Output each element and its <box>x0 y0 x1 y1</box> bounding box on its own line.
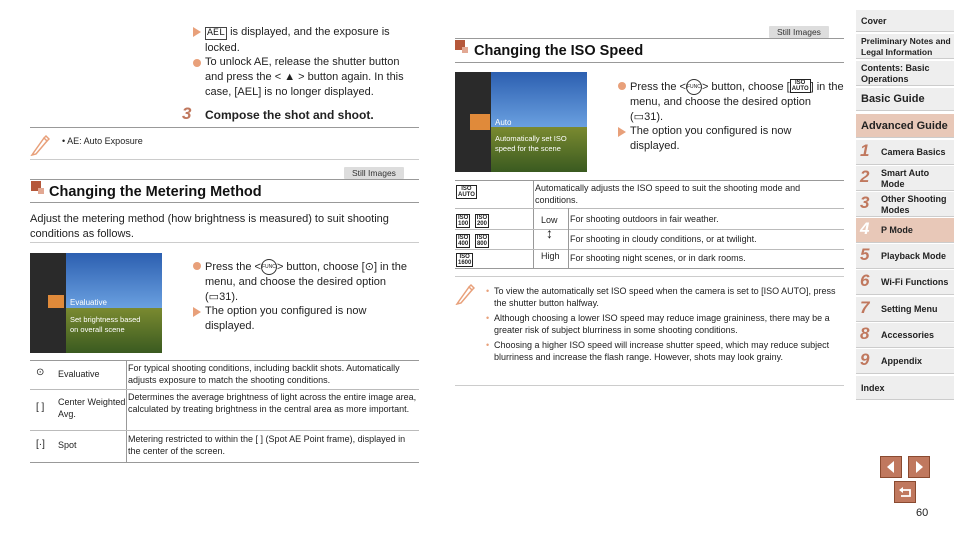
next-page-button[interactable] <box>908 456 930 478</box>
iso-step-text: Press the <FUNC> button, choose [ ISO AUTO ] in the menu, and choose the desired option (▭31). <box>630 80 844 124</box>
arrow-right-icon <box>909 457 929 477</box>
metering-intro: Adjust the metering method (how brightness is measured) to suit shooting conditions as follows. <box>30 213 389 240</box>
chapter-number: 2 <box>860 167 870 186</box>
metering-row-desc: Metering restricted to within the [ ] (Spot AE Point frame), displayed in the center of the screen. <box>128 434 406 456</box>
step3-number: 3 <box>182 104 192 123</box>
pencil-note-icon <box>30 134 50 156</box>
iso-1600-icon: ISO 1600 <box>458 254 472 266</box>
ael-bullet-text: AEL is displayed, and the exposure is locked. <box>205 26 390 54</box>
nav-prelim[interactable]: Preliminary Notes and Legal Information <box>856 34 954 59</box>
metering-row-label: Center Weighted Avg. <box>58 397 126 419</box>
iso-row-desc: For shooting night scenes, or in dark rooms. <box>570 253 746 263</box>
return-button[interactable] <box>894 481 916 503</box>
screen-label: Auto <box>495 118 512 127</box>
nav-index[interactable]: Index <box>856 376 954 400</box>
screen-hint-1: Set brightness based <box>70 315 141 324</box>
func-set-icon: FUNC <box>686 79 702 95</box>
return-icon <box>895 482 915 502</box>
camera-screen-iso <box>455 72 587 172</box>
chapter-label: Setting Menu <box>881 304 938 314</box>
note-item: • Choosing a higher ISO speed will increase shutter speed, which may reduce subject blurriness and increase the flash range. However, shots may look grainy. <box>486 340 830 362</box>
metering-option-text: The option you configured is now displayed. <box>205 305 367 332</box>
chapter-number: 6 <box>860 271 870 290</box>
iso-title: Changing the ISO Speed <box>474 43 644 59</box>
center-weighted-icon: [ ] <box>36 402 45 413</box>
iso-note-list <box>486 285 844 363</box>
note-item: • AE: Auto Exposure <box>62 136 143 146</box>
chapter-number: 5 <box>860 245 870 264</box>
iso-auto-desc: Automatically adjusts the ISO speed to suit the shooting mode and conditions. <box>535 183 801 205</box>
dot-bullet-icon <box>193 59 201 67</box>
chapter-label: Accessories <box>881 330 935 340</box>
spot-icon: [·] <box>36 439 45 450</box>
screen-hint-2: on overall scene <box>70 325 125 334</box>
still-images-tag: Still Images <box>344 167 404 179</box>
high-label: High <box>541 251 560 261</box>
evaluative-icon: ⊙ <box>36 367 45 378</box>
chapter-number: 4 <box>860 219 870 238</box>
pencil-note-icon <box>455 283 475 305</box>
metering-step-text: Press the <FUNC> button, choose [⊙] in the menu, and choose the desired option (▭31). <box>205 260 407 303</box>
up-down-arrow-icon: ↕ <box>546 225 553 241</box>
iso-auto-icon: ISO AUTO <box>458 186 475 198</box>
triangle-bullet-icon <box>193 307 201 317</box>
chapter-number: 3 <box>860 193 870 212</box>
iso-option-text: The option you configured is now displayed. <box>630 125 792 152</box>
arrow-left-icon <box>881 457 901 477</box>
nav-advanced-guide[interactable]: Advanced Guide <box>856 114 954 138</box>
metering-title: Changing the Metering Method <box>49 184 262 200</box>
prev-page-button[interactable] <box>880 456 902 478</box>
note-item: • To view the automatically set ISO speed when the camera is set to [ISO AUTO], press the shutter button halfway. <box>486 286 836 308</box>
iso-row-desc: For shooting outdoors in fair weather. <box>570 214 719 224</box>
metering-row-desc: Determines the average brightness of light across the entire image area, calculated by treating brightness in the central area as more important. <box>128 392 417 414</box>
chapter-label: Smart Auto Mode <box>881 168 930 189</box>
nav-cover[interactable]: Cover <box>856 10 954 32</box>
menu-selection <box>470 114 490 130</box>
metering-row-desc: For typical shooting conditions, including backlit shots. Automatically adjusts exposure to match the shooting conditions. <box>128 363 400 385</box>
nav-contents[interactable]: Contents: Basic Operations <box>856 61 954 86</box>
metering-row-label: Evaluative <box>58 369 100 379</box>
nav-basic-guide[interactable]: Basic Guide <box>856 88 954 111</box>
iso-100-200-icon: ISO 100 ISO 200 <box>458 215 488 227</box>
triangle-bullet-icon <box>193 27 201 37</box>
chapter-label: Playback Mode <box>881 251 947 261</box>
chapter-label: Appendix <box>881 356 923 366</box>
menu-selection <box>48 295 64 308</box>
chapter-label: Wi-Fi Functions <box>881 277 949 287</box>
still-images-tag: Still Images <box>769 26 829 38</box>
note-item: • Although choosing a lower ISO speed may reduce image graininess, there may be a greater risk of subject blurriness in some shooting conditions. <box>486 313 830 335</box>
chapter-number: 7 <box>860 298 870 317</box>
iso-auto-icon: ISO AUTO <box>791 80 809 92</box>
screen-label: Evaluative <box>70 298 107 307</box>
low-label: Low <box>541 215 558 225</box>
iso-row-desc: For shooting in cloudy conditions, or at twilight. <box>570 234 757 244</box>
metering-row-label: Spot <box>58 440 77 450</box>
unlock-bullet-text: To unlock AE, release the shutter button and press the < ▲ > button again. In this case, [AEL] is no longer displayed. <box>205 56 404 98</box>
section-marker-inner <box>462 47 468 53</box>
page-number: 60 <box>916 507 929 519</box>
iso-400-800-icon: ISO 400 ISO 800 <box>458 235 488 247</box>
chapter-number: 8 <box>860 324 870 343</box>
ael-icon: AEL <box>207 28 226 39</box>
chapter-label: Other Shooting Modes <box>881 194 947 215</box>
step3-text: Compose the shot and shoot. <box>205 108 374 122</box>
screen-hint-1: Automatically set ISO <box>495 134 567 143</box>
dot-bullet-icon <box>193 262 201 270</box>
camera-screen-metering <box>30 253 162 353</box>
chapter-number: 1 <box>860 141 870 160</box>
chapter-number: 9 <box>860 350 870 369</box>
chapter-label: P Mode <box>881 225 913 235</box>
dot-bullet-icon <box>618 82 626 90</box>
func-set-icon: FUNC <box>261 259 277 275</box>
section-marker-inner <box>38 188 44 194</box>
screen-hint-2: speed for the scene <box>495 144 561 153</box>
triangle-bullet-icon <box>618 127 626 137</box>
chapter-label: Camera Basics <box>881 147 946 157</box>
